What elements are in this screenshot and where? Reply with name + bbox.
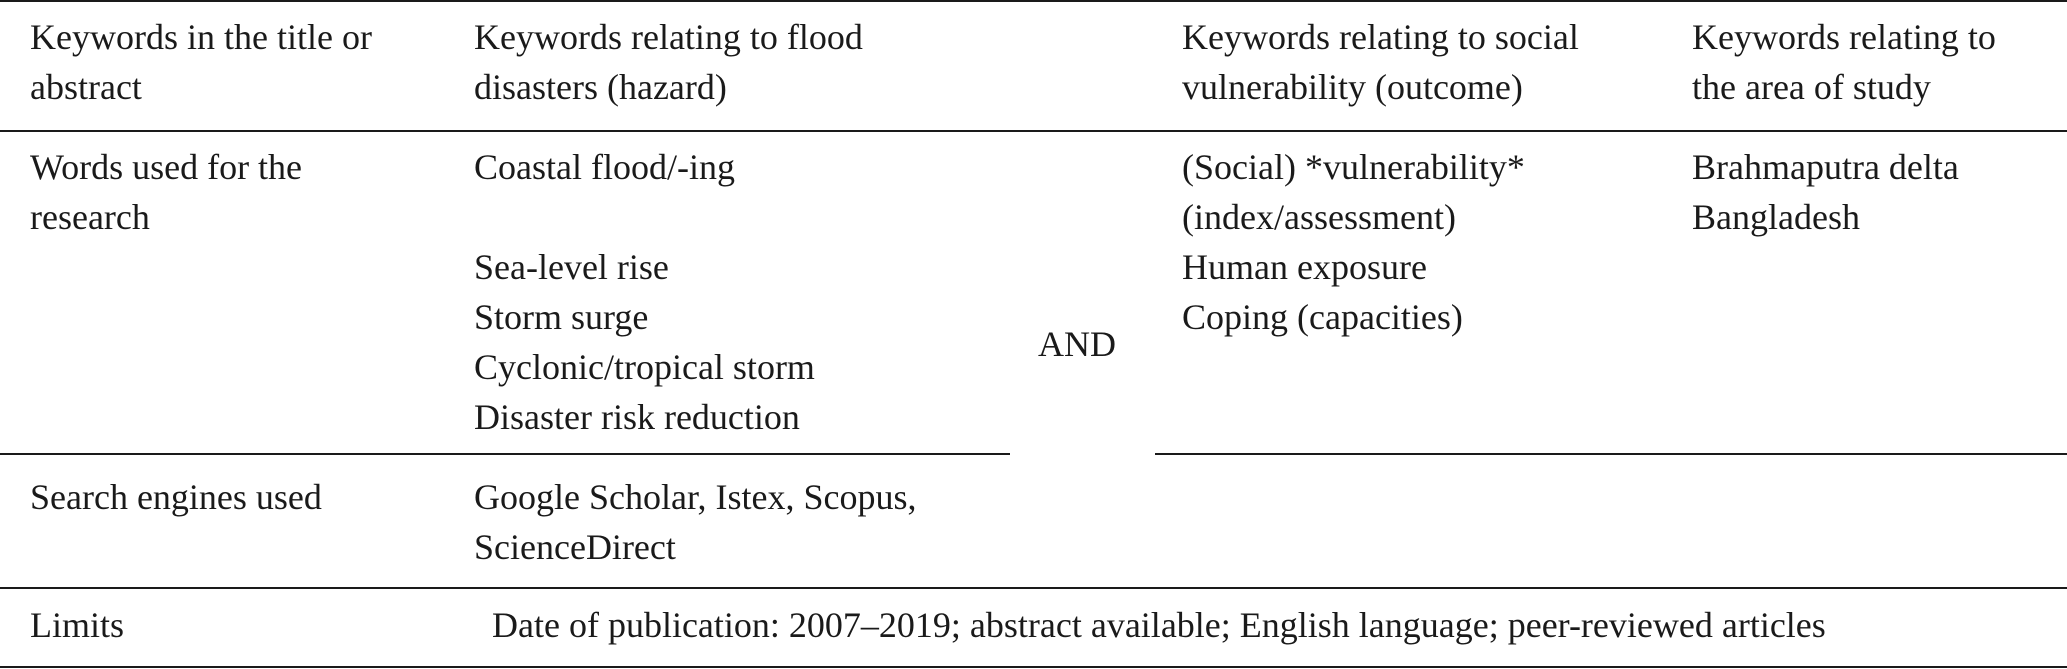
- header-flood-hazard: [474, 12, 863, 112]
- header-line: Keywords relating to social: [1182, 17, 1579, 57]
- outcome-group-rule: [1155, 453, 2067, 455]
- header-line: Keywords in the title or: [30, 17, 372, 57]
- hazard-term: Coastal flood/-ing: [474, 147, 735, 187]
- area-term-list: [1692, 142, 1959, 242]
- header-line: the area of study: [1692, 67, 1931, 107]
- search-engines-value: [474, 472, 917, 572]
- engines-line: ScienceDirect: [474, 527, 676, 567]
- header-line: Keywords relating to flood: [474, 17, 863, 57]
- outcome-term: Human exposure: [1182, 247, 1427, 287]
- label-line: Words used for the: [30, 147, 303, 187]
- hazard-term-list: [474, 142, 815, 442]
- header-area-of-study: [1692, 12, 1996, 112]
- area-term: Bangladesh: [1692, 197, 1860, 237]
- hazard-term: Disaster risk reduction: [474, 397, 800, 437]
- row-label-words-used: [30, 142, 302, 242]
- outcome-term: Coping (capacities): [1182, 297, 1463, 337]
- area-term: Brahmaputra delta: [1692, 147, 1959, 187]
- row-label-search-engines: Search engines used: [30, 477, 322, 517]
- hazard-term: Sea-level rise: [474, 247, 669, 287]
- header-keywords-title-abstract: [30, 12, 372, 112]
- bottom-rule: [0, 666, 2067, 668]
- header-bottom-rule: [0, 130, 2067, 132]
- and-connector: AND: [1038, 324, 1116, 364]
- header-social-vulnerability: [1182, 12, 1579, 112]
- header-line: Keywords relating to: [1692, 17, 1996, 57]
- header-line: disasters (hazard): [474, 67, 727, 107]
- row-label-limits: Limits: [30, 605, 125, 645]
- header-line: abstract: [30, 67, 142, 107]
- outcome-term-list: [1182, 142, 1525, 342]
- label-line: research: [30, 197, 150, 237]
- limits-value: Date of publication: 2007–2019; abstract available; English language; peer-reviewed articles: [492, 605, 1826, 645]
- outcome-term: (Social) *vulnerability*: [1182, 147, 1525, 187]
- top-rule: [0, 0, 2067, 2]
- engines-line: Google Scholar, Istex, Scopus,: [474, 477, 917, 517]
- hazard-term: Storm surge: [474, 297, 649, 337]
- header-line: vulnerability (outcome): [1182, 67, 1523, 107]
- engines-bottom-rule: [0, 587, 2067, 589]
- hazard-group-rule: [0, 453, 1010, 455]
- outcome-term: (index/assessment): [1182, 197, 1456, 237]
- hazard-term: Cyclonic/tropical storm: [474, 347, 815, 387]
